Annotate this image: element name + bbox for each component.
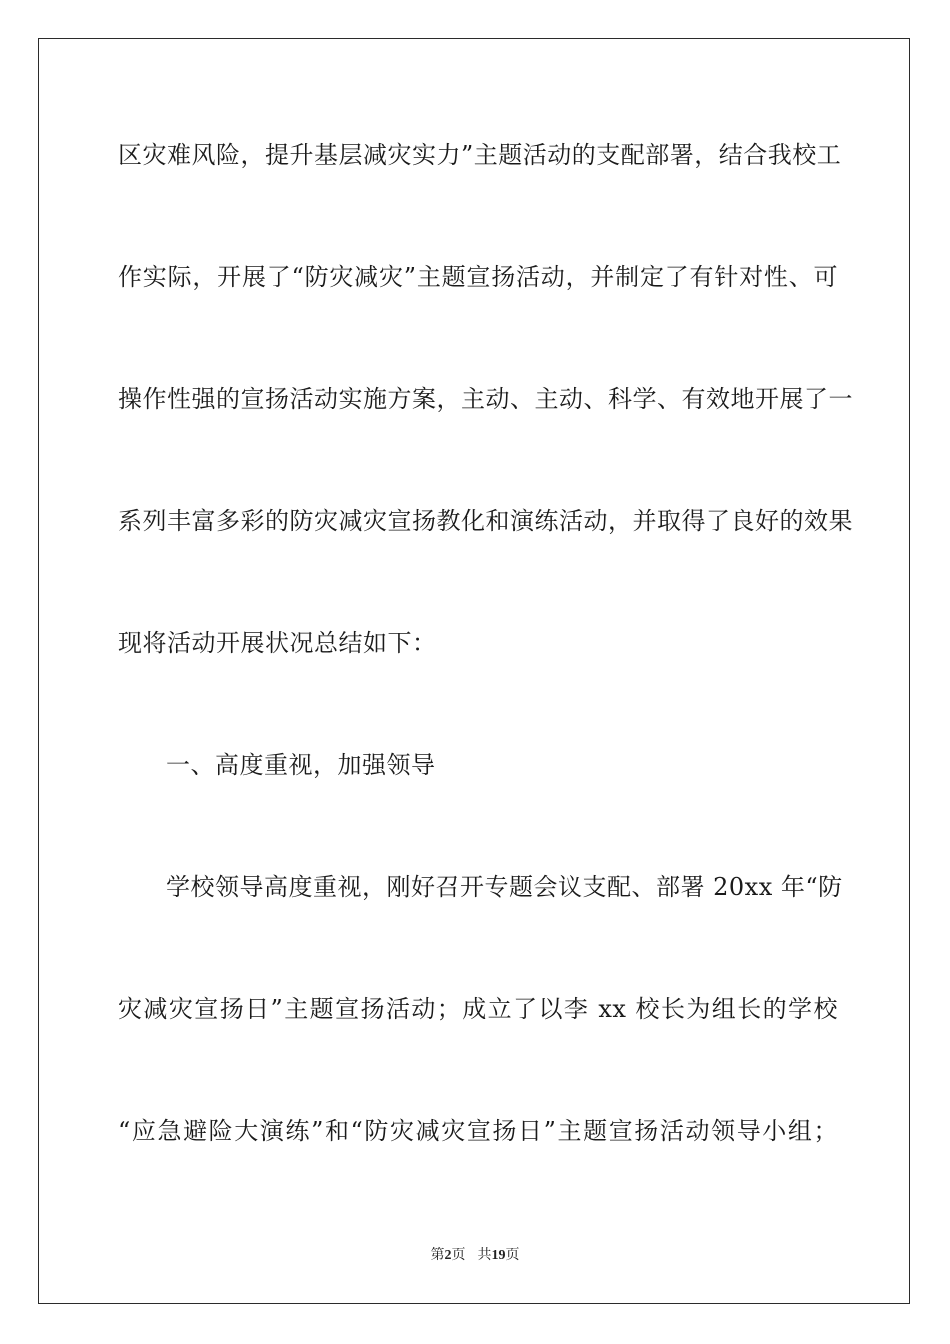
body-line: “应急避险大演练”和“防灾减灾宣扬日”主题宣扬活动领导小组； <box>118 1117 838 1145</box>
page-footer <box>0 1247 950 1265</box>
body-line: 作实际，开展了“防灾减灾”主题宣扬活动，并制定了有针对性、可 <box>118 263 838 291</box>
body-line: 区灾难风险，提升基层减灾实力”主题活动的支配部署，结合我校工 <box>118 141 842 169</box>
page-prefix: 第 <box>430 1248 445 1263</box>
page-current: 2 <box>444 1248 452 1263</box>
total-suffix: 页 <box>505 1248 520 1263</box>
body-line: 现将活动开展状况总结如下： <box>118 629 437 657</box>
body-line: 操作性强的宣扬活动实施方案，主动、主动、科学、有效地开展了一 <box>118 385 853 413</box>
body-line: 学校领导高度重视，刚好召开专题会议支配、部署 20xx 年“防 <box>166 873 843 901</box>
page-suffix: 页 <box>451 1248 466 1263</box>
body-line: 系列丰富多彩的防灾减灾宣扬教化和演练活动，并取得了良好的效果 <box>118 507 853 535</box>
page-total: 19 <box>491 1248 506 1263</box>
section-heading: 一、高度重视，加强领导 <box>166 751 436 779</box>
page-border <box>38 38 910 1304</box>
body-line: 灾减灾宣扬日”主题宣扬活动；成立了以李 xx 校长为组长的学校 <box>118 995 838 1023</box>
total-prefix: 共 <box>477 1248 492 1263</box>
